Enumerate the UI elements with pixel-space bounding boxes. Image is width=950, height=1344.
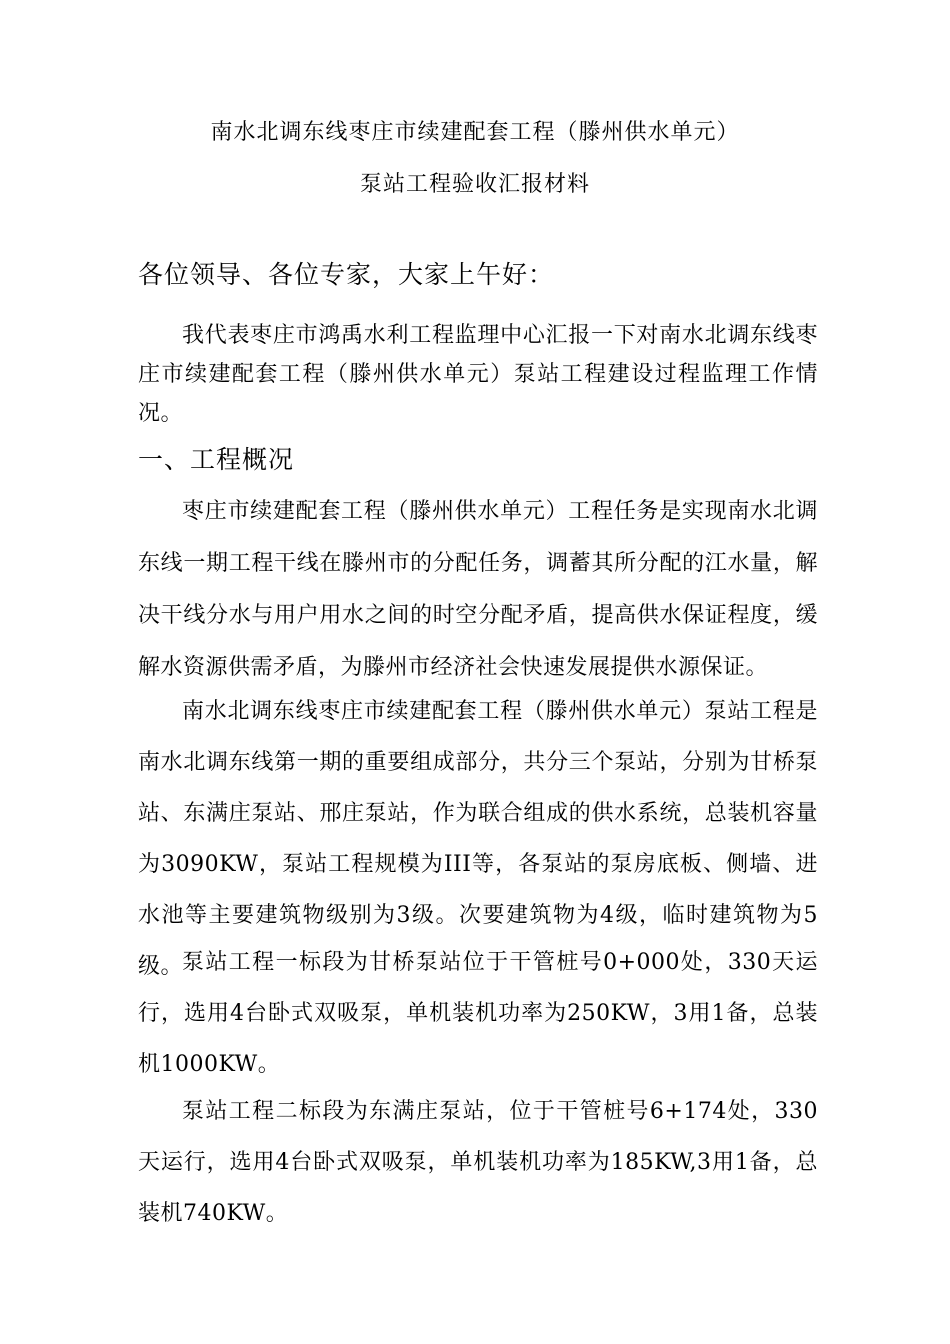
document-title-line2: 泵站工程验收汇报材料 — [359, 172, 590, 197]
intro-paragraph: 我代表枣庄市鸿禹水利工程监理中心汇报一下对南水北调东线枣庄市续建配套工程（滕州供水单元）泵站工程建设过程监理工作情况。 — [138, 323, 818, 426]
body-paragraph-1: 枣庄市续建配套工程（滕州供水单元）工程任务是实现南水北调东线一期工程干线在滕州市的分配任务，调蓄其所分配的江水量，解决干线分水与用户用水之间的时空分配矛盾，提高供水保证程度，缓解水资源供需矛盾，为滕州市经济社会快速发展提供水源保证。 — [138, 499, 818, 680]
greeting: 各位领导、各位专家，大家上午好： — [138, 260, 555, 289]
body-paragraph-2: 南水北调东线枣庄市续建配套工程（滕州供水单元）泵站工程是南水北调东线第一期的重要组成部分，共分三个泵站，分别为甘桥泵站、东满庄泵站、邢庄泵站，作为联合组成的供水系统，总装机容量为3090KW，泵站工程规模为III等，各泵站的泵房底板、侧墙、进水池等主要建筑物级别为3级。次要建筑物为4级，临时建筑物为5级。 — [138, 699, 818, 979]
body-paragraph-3: 泵站工程一标段为甘桥泵站位于干管桩号0+000处，330天运行，选用4台卧式双吸泵，单机装机功率为250KW，3用1备，总装机1000KW。 — [138, 950, 818, 1077]
section-heading: 一、工程概况 — [138, 445, 295, 474]
body-paragraph-4: 泵站工程二标段为东满庄泵站，位于干管桩号6+174处，330天运行，选用4台卧式双吸泵，单机装机功率为185KW,3用1备，总装机740KW。 — [138, 1099, 818, 1226]
document-title-line1: 南水北调东线枣庄市续建配套工程（滕州供水单元） — [210, 120, 740, 145]
